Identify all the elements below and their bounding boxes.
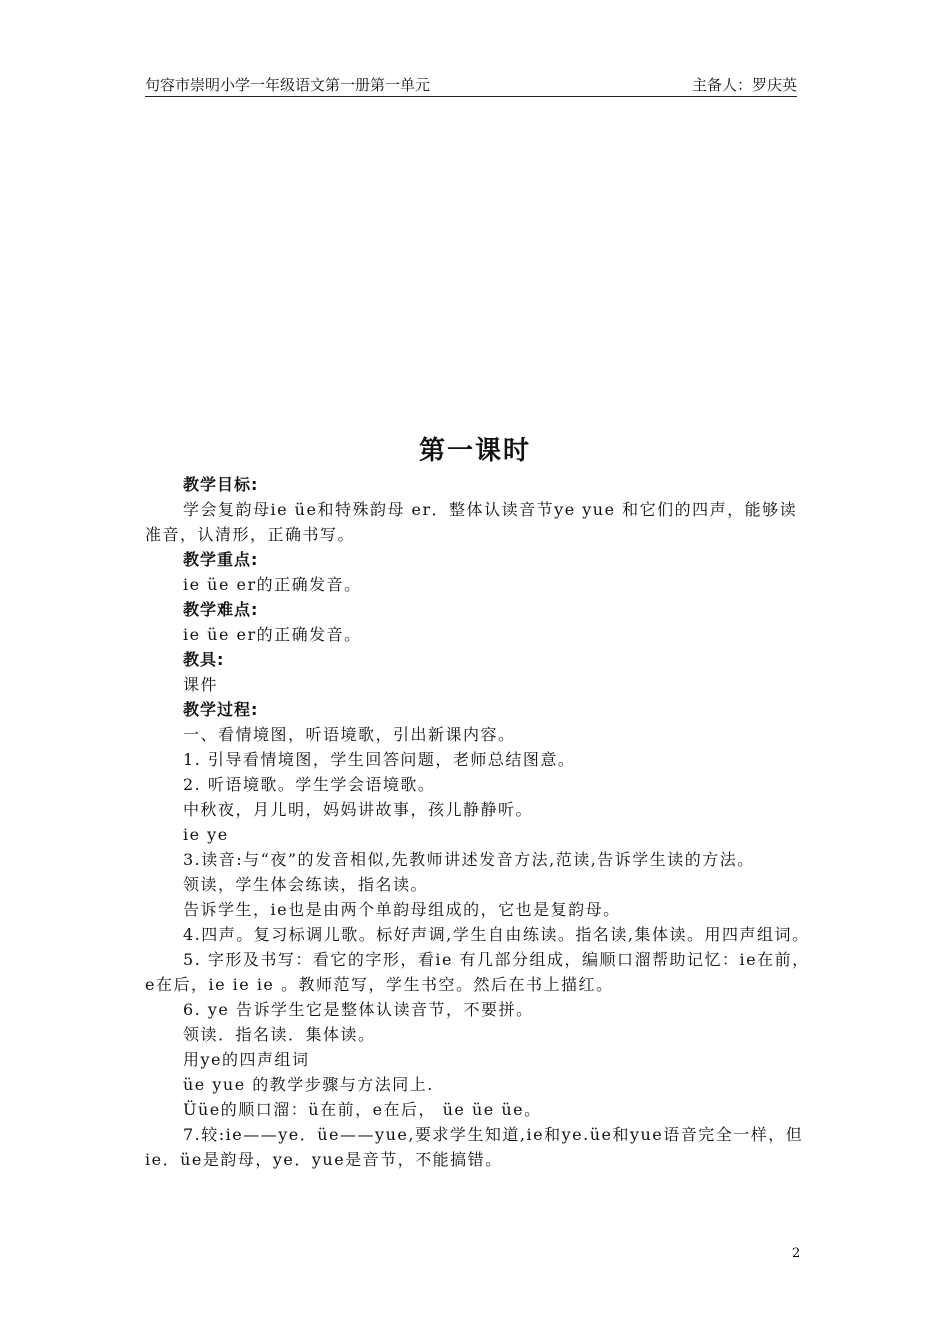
process-step: 中秋夜，月儿明，妈妈讲故事，孩儿静静听。	[183, 800, 534, 819]
key-text: ie üe er的正确发音。	[183, 575, 362, 594]
process-step: 4.四声。复习标调儿歌。标好声调,学生自由练读。指名读,集体读。用四声组词。	[183, 925, 810, 944]
process-step: 2. 听语境歌。学生学会语境歌。	[183, 775, 436, 794]
process-step: 1. 引导看情境图，学生回答问题，老师总结图意。	[183, 750, 576, 769]
process-step: ie ye	[183, 825, 229, 844]
process-step: 告诉学生，ie也是由两个单韵母组成的，它也是复韵母。	[183, 900, 621, 919]
goal-text: 学会复韵母ie üe和特殊韵母 er．整体认读音节ye yue 和它们的四声，能够读准音，认清形，正确书写。	[145, 500, 798, 544]
key-heading: 教学重点:	[183, 550, 259, 569]
process-step: 领读．指名读．集体读。	[183, 1025, 376, 1044]
process-step: 领读，学生体会练读，指名读。	[183, 875, 429, 894]
lesson-title: 第一课时	[418, 436, 531, 466]
header-right-text: 主备人：罗庆英	[691, 76, 797, 94]
process-step: Üüe的顺口溜：ü在前，e在后， üe üe üe。	[183, 1100, 542, 1119]
process-step: 7.较:ie——ye．üe——yue,要求学生知道,ie和ye.üe和yue语音完全一样，但ie．üe是韵母，ye．yue是音节，不能搞错。	[145, 1125, 804, 1169]
difficult-heading: 教学难点:	[183, 600, 259, 619]
process-step: üe yue 的教学步骤与方法同上.	[183, 1075, 434, 1094]
process-heading: 教学过程:	[183, 700, 259, 719]
tools-text: 课件	[183, 675, 219, 694]
difficult-text: ie üe er的正确发音。	[183, 625, 362, 644]
page-number: 2	[792, 1246, 801, 1261]
goal-heading: 教学目标:	[183, 475, 259, 494]
process-step: 5. 字形及书写：看它的字形，看ie 有几部分组成，编顺口溜帮助记忆：ie在前，e在后，ie ie ie 。教师范写，学生书空。然后在书上描红。	[145, 950, 810, 994]
process-step: 一、看情境图，听语境歌，引出新课内容。	[183, 725, 516, 744]
tools-heading: 教具:	[183, 650, 225, 669]
lesson-content	[145, 472, 810, 1172]
process-step: 6. ye 告诉学生它是整体认读音节，不要拼。	[183, 1000, 534, 1019]
process-step: 3.读音:与“夜”的发音相似,先教师讲述发音方法,范读,告诉学生读的方法。	[183, 850, 755, 869]
page-header	[145, 76, 797, 97]
process-step: 用ye的四声组词	[183, 1050, 310, 1069]
header-left-text: 句容市崇明小学一年级语文第一册第一单元	[145, 76, 431, 94]
